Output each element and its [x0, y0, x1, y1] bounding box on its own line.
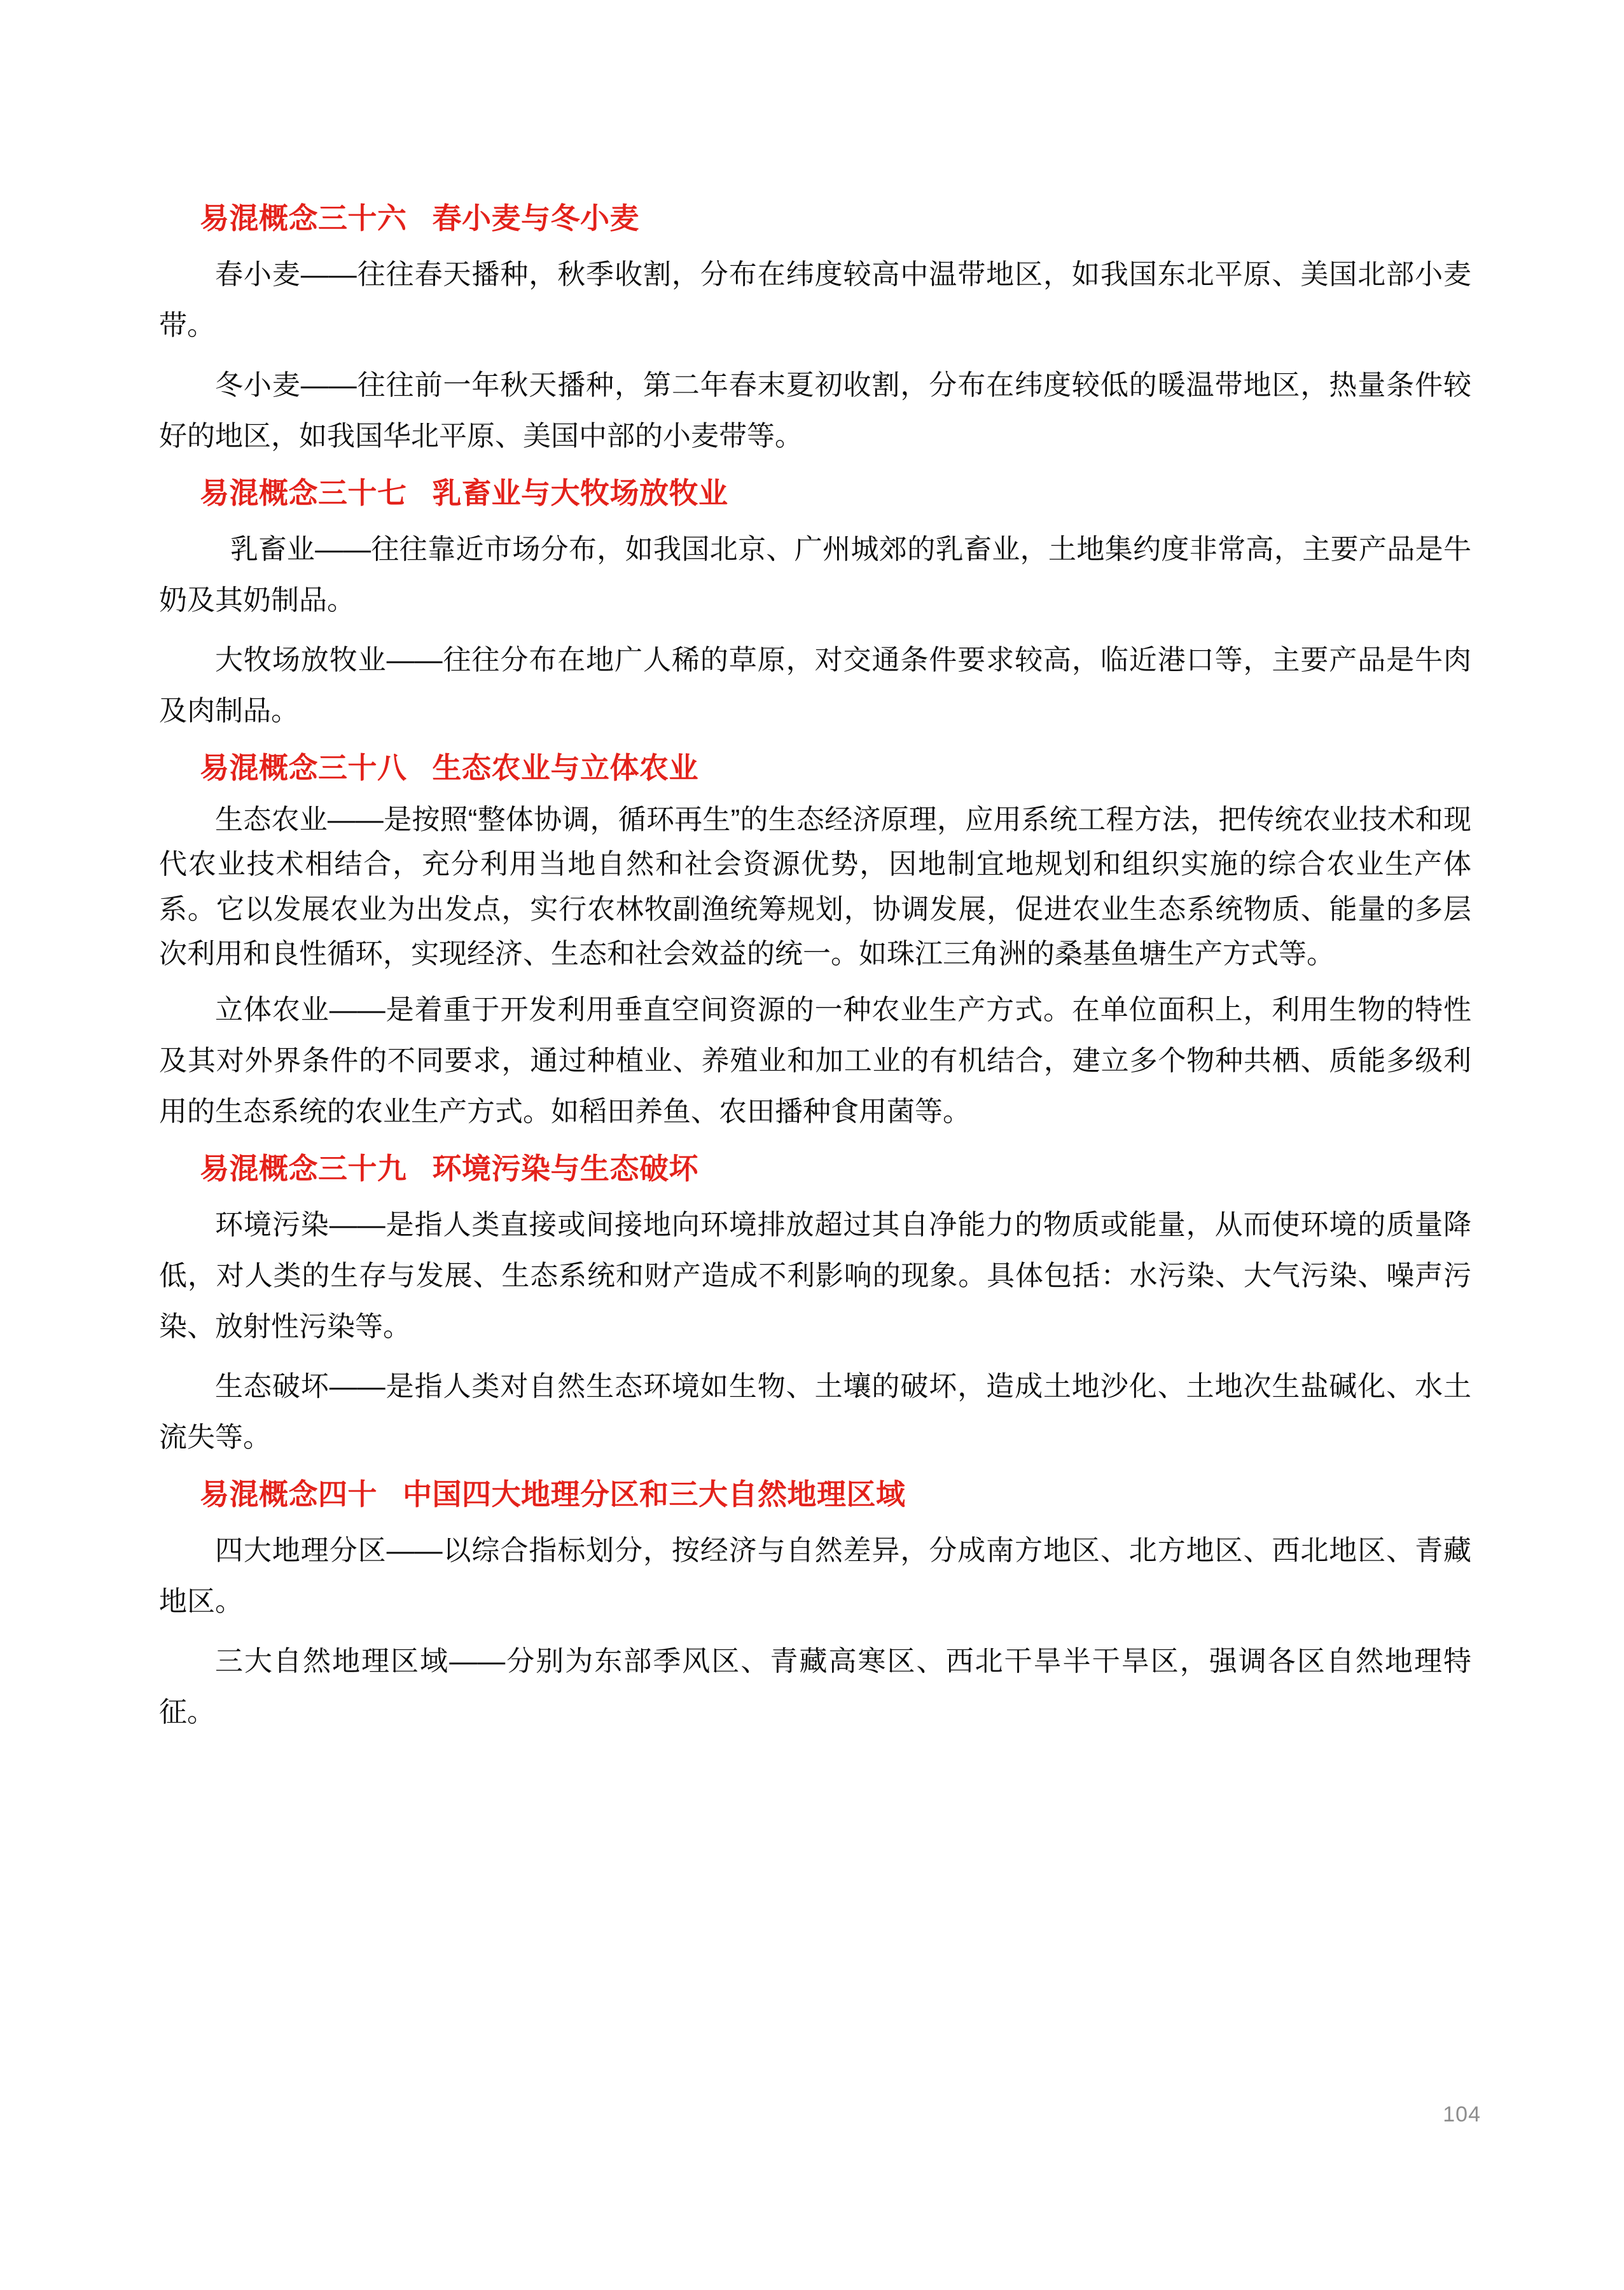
page-number: 104: [1443, 2102, 1481, 2127]
concept-heading-label-38: 易混概念三十八: [200, 751, 407, 785]
concept-heading-label-36: 易混概念三十六: [200, 202, 407, 235]
paragraph: 立体农业——是着重于开发利用垂直空间资源的一种农业生产方式。在单位面积上，利用生物的特性及其对外界条件的不同要求，通过种植业、养殖业和加工业的有机结合，建立多个物种共栖、质能多级利用的生态系统的农业生产方式。如稻田养鱼、农田播种食用菌等。: [159, 994, 1471, 1127]
concept-heading-39: [159, 1141, 1471, 1195]
concept-heading-40: [159, 1467, 1471, 1520]
concept-heading-label-39: 易混概念三十九: [200, 1151, 407, 1185]
concept-section-39: [159, 1141, 1471, 1467]
paragraph: 春小麦——往往春天播种，秋季收割，分布在纬度较高中温带地区，如我国东北平原、美国北部小麦带。: [159, 258, 1471, 341]
concept-section-40: [159, 1467, 1471, 1742]
concept-section-36: [159, 191, 1471, 466]
concept-heading-title-40: 中国四大地理分区和三大自然地理区域: [403, 1478, 906, 1511]
page-content: [159, 191, 1471, 1742]
paragraph: 四大地理分区——以综合指标划分，按经济与自然差异，分成南方地区、北方地区、西北地区、青藏地区。: [159, 1534, 1471, 1617]
concept-heading-38: [159, 740, 1471, 794]
paragraph: 三大自然地理区域——分别为东部季风区、青藏高寒区、西北干旱半干旱区，强调各区自然地理特征。: [159, 1645, 1471, 1728]
paragraph: 生态农业——是按照“整体协调，循环再生”的生态经济原理，应用系统工程方法，把传统农业技术和现代农业技术相结合，充分利用当地自然和社会资源优势，因地制宜地规划和组织实施的综合农业生产体系。它以发展农业为出发点，实行农林牧副渔统筹规划，协调发展，促进农业生态系统物质、能量的多层次利用和良性循环，实现经济、生态和社会效益的统一。如珠江三角洲的桑基鱼塘生产方式等。: [159, 804, 1471, 970]
concept-heading-37: [159, 466, 1471, 519]
paragraph: 环境污染——是指人类直接或间接地向环境排放超过其自净能力的物质或能量，从而使环境的质量降低，对人类的生存与发展、生态系统和财产造成不利影响的现象。具体包括：水污染、大气污染、噪声污染、放射性污染等。: [159, 1209, 1471, 1342]
concept-heading-36: [159, 191, 1471, 244]
paragraph: 乳畜业——往往靠近市场分布，如我国北京、广州城郊的乳畜业，土地集约度非常高，主要产品是牛奶及其奶制品。: [159, 533, 1471, 616]
concept-heading-label-40: 易混概念四十: [200, 1478, 377, 1511]
concept-heading-label-37: 易混概念三十七: [200, 476, 407, 510]
concept-heading-title-37: 乳畜业与大牧场放牧业: [432, 476, 728, 510]
paragraph: 大牧场放牧业——往往分布在地广人稀的草原，对交通条件要求较高，临近港口等，主要产品是牛肉及肉制品。: [159, 644, 1471, 727]
concept-heading-title-36: 春小麦与冬小麦: [432, 202, 639, 235]
concept-section-37: [159, 466, 1471, 740]
paragraph: 冬小麦——往往前一年秋天播种，第二年春末夏初收割，分布在纬度较低的暖温带地区，热量条件较好的地区，如我国华北平原、美国中部的小麦带等。: [159, 369, 1471, 452]
concept-heading-title-38: 生态农业与立体农业: [432, 751, 698, 785]
concept-heading-title-39: 环境污染与生态破坏: [432, 1151, 698, 1185]
paragraph: 生态破坏——是指人类对自然生态环境如生物、土壤的破坏，造成土地沙化、土地次生盐碱化、水土流失等。: [159, 1370, 1471, 1453]
concept-section-38: [159, 740, 1471, 1141]
